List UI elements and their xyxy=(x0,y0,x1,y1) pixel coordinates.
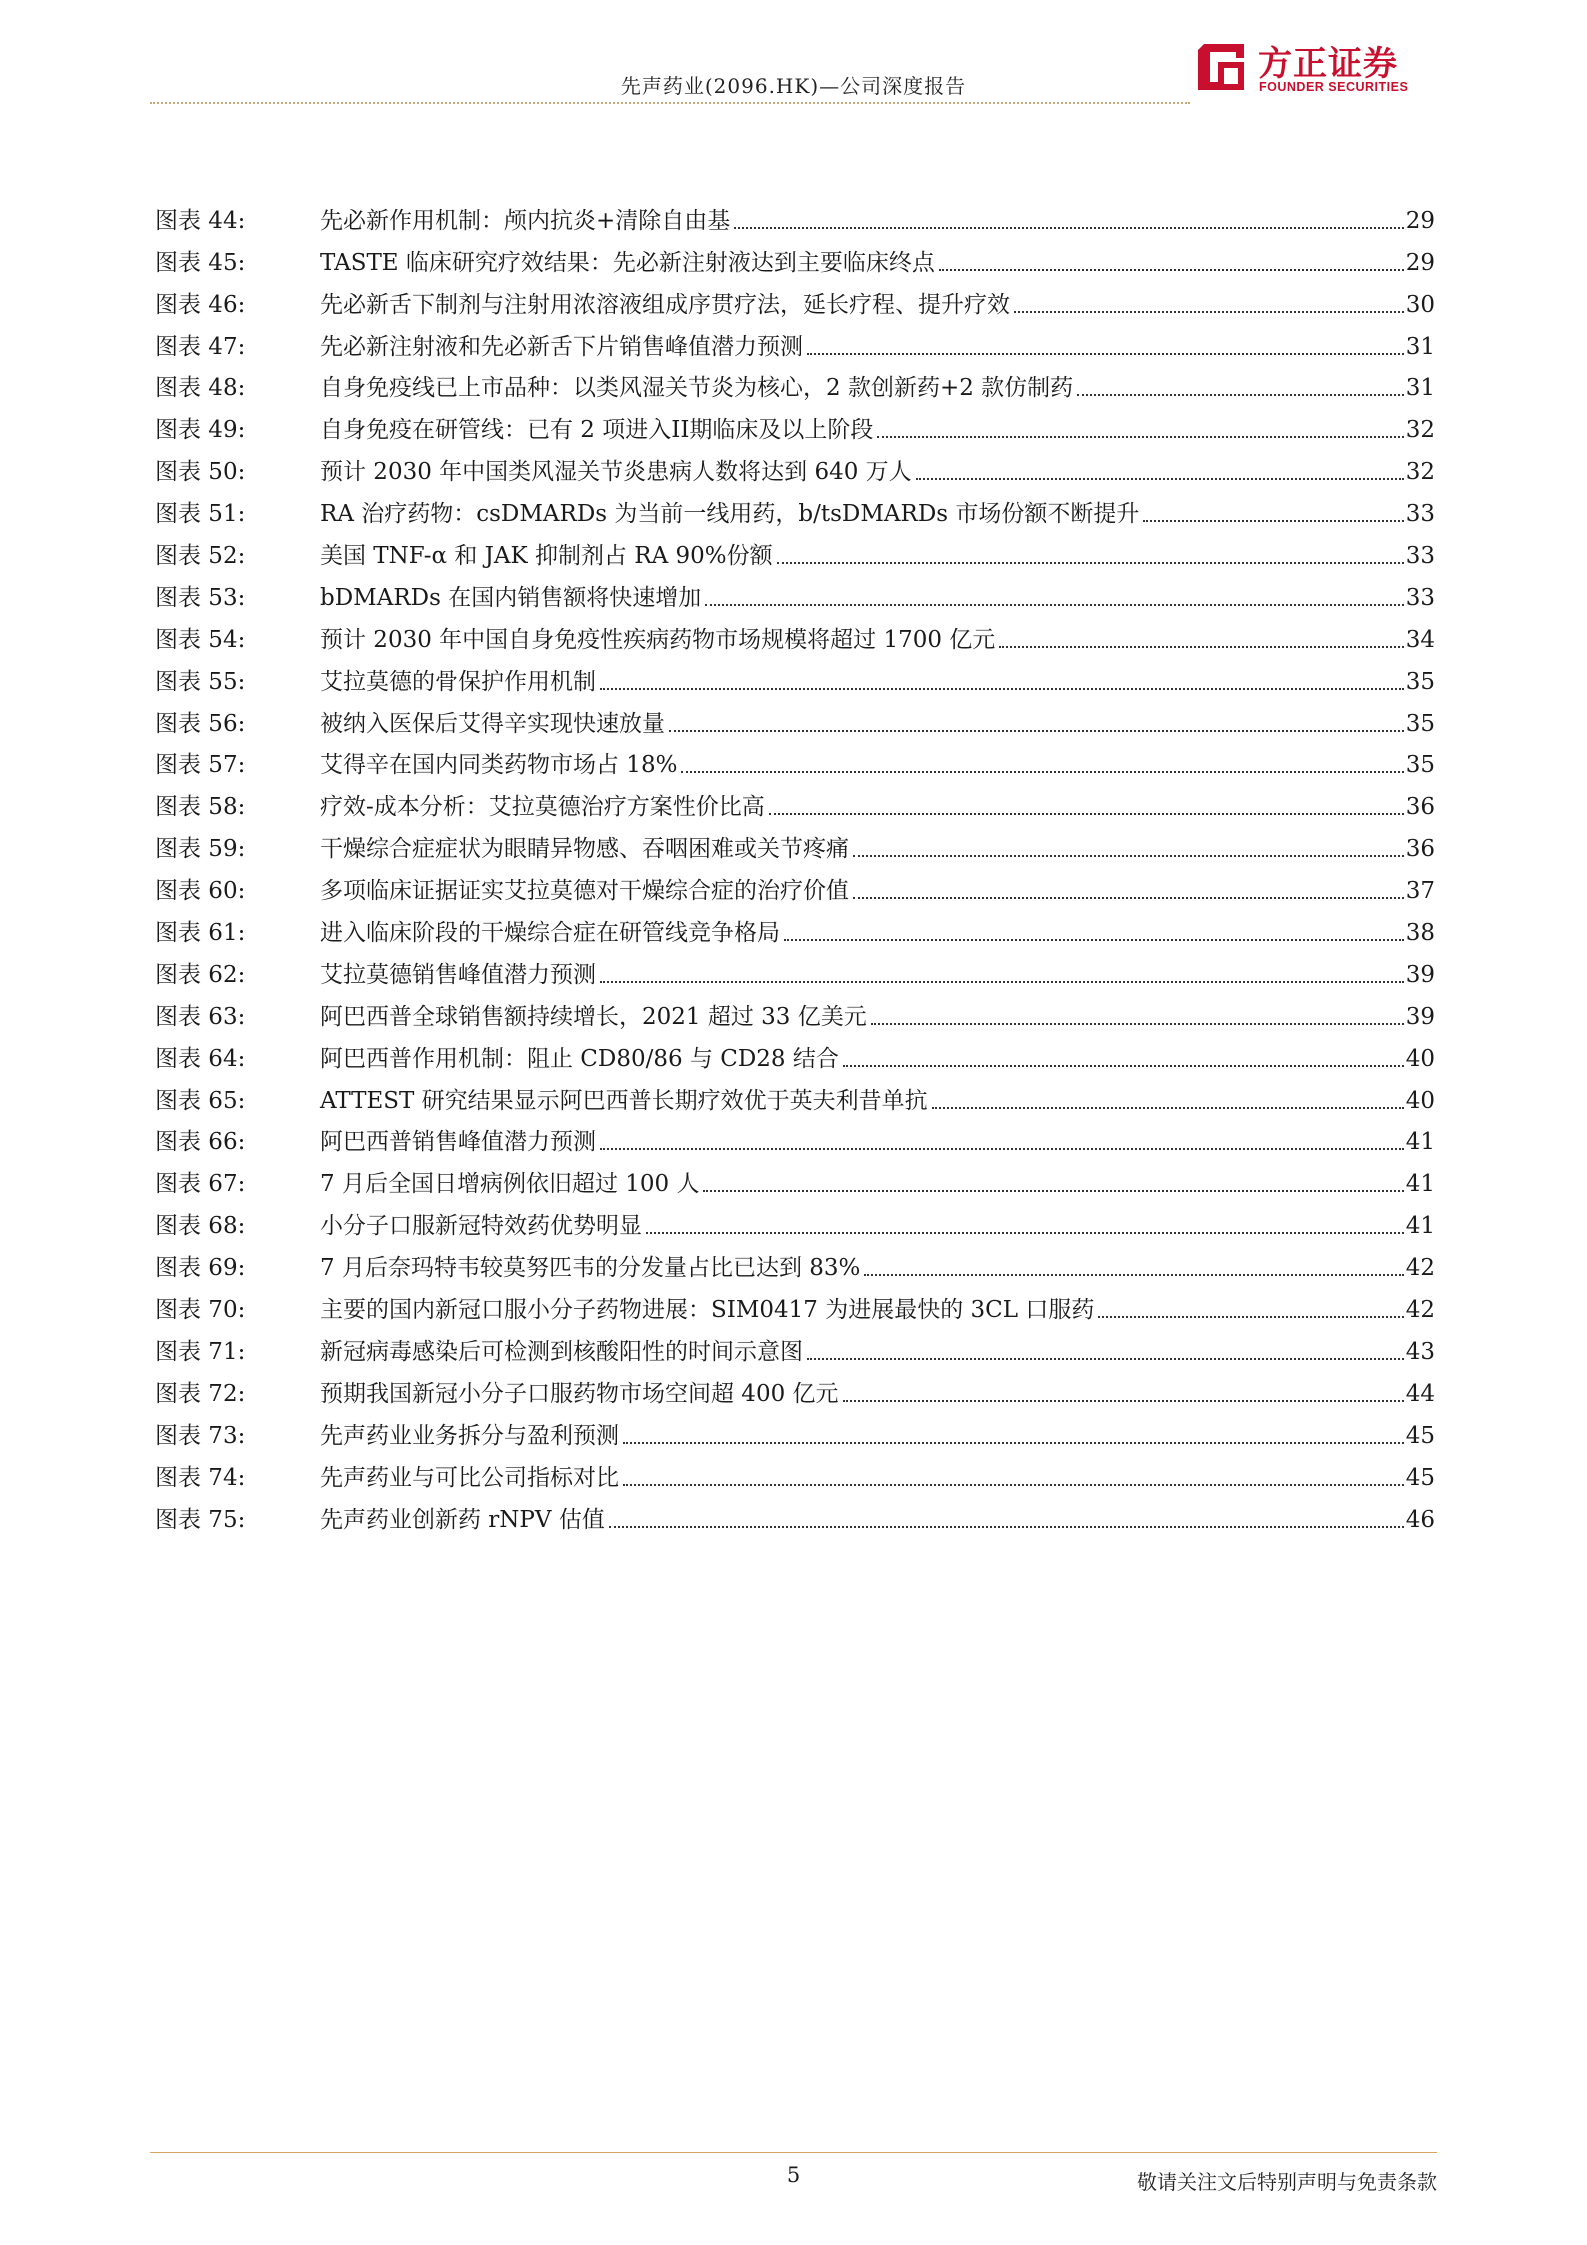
toc-dot-leader xyxy=(853,897,1404,899)
toc-entry-title: 先声药业业务拆分与盈利预测 xyxy=(320,1422,619,1449)
toc-entry-page: 35 xyxy=(1405,752,1435,779)
toc-entry-page: 40 xyxy=(1405,1045,1435,1072)
toc-entry-title: RA 治疗药物：csDMARDs 为当前一线用药，b/tsDMARDs 市场份额不断提升 xyxy=(320,501,1140,528)
toc-entry-page: 34 xyxy=(1405,626,1435,653)
toc-entry-title: 先必新舌下制剂与注射用浓溶液组成序贯疗法，延长疗程、提升疗效 xyxy=(320,291,1010,318)
page-number: 5 xyxy=(786,2163,801,2187)
toc-entry-page: 39 xyxy=(1405,961,1435,988)
toc-entry[interactable] xyxy=(155,486,1435,528)
toc-entry-page: 32 xyxy=(1405,459,1435,486)
toc-entry-title: TASTE 临床研究疗效结果：先必新注射液达到主要临床终点 xyxy=(320,249,935,276)
toc-dot-leader xyxy=(681,771,1403,773)
toc-entry-title: 先声药业创新药 rNPV 估值 xyxy=(320,1506,605,1533)
toc-dot-leader xyxy=(807,1358,1404,1360)
toc-entry[interactable] xyxy=(155,1450,1435,1492)
toc-entry[interactable] xyxy=(155,1031,1435,1073)
toc-entry-label: 图表 62: xyxy=(155,961,246,988)
toc-entry[interactable] xyxy=(155,235,1435,277)
toc-entry-title: 艾拉莫德销售峰值潜力预测 xyxy=(320,961,596,988)
toc-entry-page: 44 xyxy=(1405,1380,1435,1407)
toc-dot-leader xyxy=(1098,1316,1403,1318)
toc-entry-label: 图表 49: xyxy=(155,417,246,444)
toc-entry[interactable] xyxy=(155,696,1435,738)
toc-entry-page: 41 xyxy=(1405,1213,1435,1240)
toc-dot-leader xyxy=(871,1023,1404,1025)
toc-dot-leader xyxy=(669,730,1404,732)
toc-entry-label: 图表 74: xyxy=(155,1464,246,1491)
toc-entry-page: 30 xyxy=(1405,291,1435,318)
toc-entry-label: 图表 47: xyxy=(155,333,246,360)
toc-entry-title: 自身免疫在研管线：已有 2 项进入II期临床及以上阶段 xyxy=(320,417,874,444)
toc-entry-page: 29 xyxy=(1405,249,1435,276)
toc-entry[interactable] xyxy=(155,1366,1435,1408)
toc-entry-label: 图表 56: xyxy=(155,710,246,737)
toc-dot-leader xyxy=(807,353,1404,355)
toc-entry-page: 41 xyxy=(1405,1171,1435,1198)
toc-dot-leader xyxy=(916,478,1404,480)
toc-entry[interactable] xyxy=(155,654,1435,696)
toc-entry-label: 图表 44: xyxy=(155,207,246,234)
toc-dot-leader xyxy=(623,1484,1404,1486)
toc-entry[interactable] xyxy=(155,947,1435,989)
toc-entry-page: 40 xyxy=(1405,1087,1435,1114)
toc-dot-leader xyxy=(600,688,1404,690)
toc-entry-title: 新冠病毒感染后可检测到核酸阳性的时间示意图 xyxy=(320,1338,803,1365)
toc-dot-leader xyxy=(932,1107,1404,1109)
toc-entry-label: 图表 59: xyxy=(155,836,246,863)
toc-entry-label: 图表 66: xyxy=(155,1129,246,1156)
toc-entry-page: 38 xyxy=(1405,920,1435,947)
toc-entry-page: 42 xyxy=(1405,1255,1435,1282)
toc-entry-label: 图表 45: xyxy=(155,249,246,276)
company-logo xyxy=(1192,38,1432,98)
toc-dot-leader xyxy=(769,813,1404,815)
toc-entry-page: 45 xyxy=(1405,1464,1435,1491)
toc-entry-page: 36 xyxy=(1405,794,1435,821)
toc-entry-label: 图表 63: xyxy=(155,1003,246,1030)
toc-entry-page: 36 xyxy=(1405,836,1435,863)
toc-dot-leader xyxy=(864,1274,1403,1276)
footer-divider xyxy=(150,2152,1437,2153)
logo-text-cn: 方正证券 xyxy=(1258,44,1398,84)
toc-entry-label: 图表 53: xyxy=(155,584,246,611)
toc-entry[interactable] xyxy=(155,444,1435,486)
toc-entry-title: 小分子口服新冠特效药优势明显 xyxy=(320,1213,642,1240)
toc-dot-leader xyxy=(853,855,1404,857)
toc-entry-page: 33 xyxy=(1405,543,1435,570)
toc-entry[interactable] xyxy=(155,361,1435,403)
toc-entry-title: 阿巴西普全球销售额持续增长，2021 超过 33 亿美元 xyxy=(320,1003,867,1030)
toc-entry[interactable] xyxy=(155,905,1435,947)
toc-entry-label: 图表 68: xyxy=(155,1213,246,1240)
toc-entry-page: 32 xyxy=(1405,417,1435,444)
toc-dot-leader xyxy=(877,436,1403,438)
toc-entry-page: 45 xyxy=(1405,1422,1435,1449)
toc-dot-leader xyxy=(939,269,1404,271)
toc-entry[interactable] xyxy=(155,1492,1435,1534)
toc-entry-title: 疗效-成本分析：艾拉莫德治疗方案性价比高 xyxy=(320,794,765,821)
toc-entry-title: 进入临床阶段的干燥综合症在研管线竞争格局 xyxy=(320,920,780,947)
toc-entry-title: bDMARDs 在国内销售额将快速增加 xyxy=(320,584,702,611)
header-divider xyxy=(150,102,1190,104)
toc-entry-title: 7 月后奈玛特韦较莫努匹韦的分发量占比已达到 83% xyxy=(320,1255,861,1282)
toc-dot-leader xyxy=(623,1442,1404,1444)
toc-entry-label: 图表 57: xyxy=(155,752,246,779)
toc-entry-label: 图表 64: xyxy=(155,1045,246,1072)
toc-dot-leader xyxy=(843,1065,1404,1067)
toc-entry[interactable] xyxy=(155,1408,1435,1450)
toc-entry-page: 39 xyxy=(1405,1003,1435,1030)
toc-dot-leader xyxy=(777,562,1404,564)
logo-text-en: FOUNDER SECURITIES xyxy=(1259,80,1409,94)
toc-entry[interactable] xyxy=(155,738,1435,780)
figure-list xyxy=(155,193,1435,1534)
toc-dot-leader xyxy=(646,1232,1404,1234)
toc-entry-title: 干燥综合症症状为眼睛异物感、吞咽困难或关节疼痛 xyxy=(320,836,849,863)
toc-dot-leader xyxy=(1143,520,1403,522)
toc-entry[interactable] xyxy=(155,989,1435,1031)
toc-entry-title: 7 月后全国日增病例依旧超过 100 人 xyxy=(320,1171,700,1198)
toc-entry[interactable] xyxy=(155,779,1435,821)
toc-dot-leader xyxy=(843,1400,1404,1402)
toc-entry-label: 图表 54: xyxy=(155,626,246,653)
toc-dot-leader xyxy=(1077,394,1404,396)
toc-entry-page: 31 xyxy=(1405,333,1435,360)
toc-entry-title: 阿巴西普销售峰值潜力预测 xyxy=(320,1129,596,1156)
toc-entry[interactable] xyxy=(155,319,1435,361)
toc-entry-page: 35 xyxy=(1405,668,1435,695)
toc-entry[interactable] xyxy=(155,1073,1435,1115)
toc-entry-page: 43 xyxy=(1405,1338,1435,1365)
toc-dot-leader xyxy=(600,981,1404,983)
toc-entry-label: 图表 75: xyxy=(155,1506,246,1533)
toc-dot-leader xyxy=(609,1526,1404,1528)
toc-entry[interactable] xyxy=(155,1282,1435,1324)
toc-entry-page: 46 xyxy=(1405,1506,1435,1533)
disclaimer-text: 敬请关注文后特别声明与免责条款 xyxy=(1137,2170,1437,2194)
toc-entry-title: 先必新作用机制：颅内抗炎+清除自由基 xyxy=(320,207,731,234)
toc-dot-leader xyxy=(703,1190,1403,1192)
toc-entry-label: 图表 52: xyxy=(155,543,246,570)
toc-entry-title: 艾得辛在国内同类药物市场占 18% xyxy=(320,752,678,779)
toc-entry-title: 美国 TNF-α 和 JAK 抑制剂占 RA 90%份额 xyxy=(320,543,773,570)
toc-entry-page: 42 xyxy=(1405,1297,1435,1324)
toc-entry-page: 41 xyxy=(1405,1129,1435,1156)
toc-entry-title: 预计 2030 年中国自身免疫性疾病药物市场规模将超过 1700 亿元 xyxy=(320,626,996,653)
toc-entry[interactable] xyxy=(155,528,1435,570)
toc-entry-page: 37 xyxy=(1405,878,1435,905)
toc-dot-leader xyxy=(734,227,1403,229)
toc-entry-label: 图表 67: xyxy=(155,1171,246,1198)
toc-entry-page: 29 xyxy=(1405,207,1435,234)
toc-entry-title: 自身免疫线已上市品种：以类风湿关节炎为核心，2 款创新药+2 款仿制药 xyxy=(320,375,1074,402)
toc-entry-title: 艾拉莫德的骨保护作用机制 xyxy=(320,668,596,695)
toc-entry-label: 图表 69: xyxy=(155,1255,246,1282)
toc-entry[interactable] xyxy=(155,570,1435,612)
toc-entry-label: 图表 60: xyxy=(155,878,246,905)
toc-dot-leader xyxy=(600,1148,1404,1150)
toc-entry-title: 主要的国内新冠口服小分子药物进展：SIM0417 为进展最快的 3CL 口服药 xyxy=(320,1297,1095,1324)
toc-entry-page: 33 xyxy=(1405,501,1435,528)
toc-entry[interactable] xyxy=(155,1240,1435,1282)
founder-logo-icon xyxy=(1192,38,1250,96)
toc-entry[interactable] xyxy=(155,612,1435,654)
toc-entry-title: 多项临床证据证实艾拉莫德对干燥综合症的治疗价值 xyxy=(320,878,849,905)
toc-entry-label: 图表 70: xyxy=(155,1297,246,1324)
toc-entry-label: 图表 46: xyxy=(155,291,246,318)
toc-entry[interactable] xyxy=(155,1324,1435,1366)
toc-entry-label: 图表 65: xyxy=(155,1087,246,1114)
toc-entry-label: 图表 55: xyxy=(155,668,246,695)
toc-entry-label: 图表 50: xyxy=(155,459,246,486)
toc-entry-page: 31 xyxy=(1405,375,1435,402)
toc-entry-page: 33 xyxy=(1405,584,1435,611)
toc-dot-leader xyxy=(1014,311,1404,313)
toc-entry-label: 图表 73: xyxy=(155,1422,246,1449)
toc-entry-label: 图表 58: xyxy=(155,794,246,821)
toc-entry[interactable] xyxy=(155,193,1435,235)
toc-entry-title: 预期我国新冠小分子口服药物市场空间超 400 亿元 xyxy=(320,1380,839,1407)
toc-entry-title: 阿巴西普作用机制：阻止 CD80/86 与 CD28 结合 xyxy=(320,1045,839,1072)
toc-entry-title: 先必新注射液和先必新舌下片销售峰值潜力预测 xyxy=(320,333,803,360)
toc-entry-page: 35 xyxy=(1405,710,1435,737)
toc-entry-title: 预计 2030 年中国类风湿关节炎患病人数将达到 640 万人 xyxy=(320,459,912,486)
toc-dot-leader xyxy=(999,646,1403,648)
toc-entry[interactable] xyxy=(155,863,1435,905)
page-header-title: 先声药业(2096.HK)—公司深度报告 xyxy=(620,74,967,98)
toc-dot-leader xyxy=(784,939,1404,941)
toc-entry-label: 图表 48: xyxy=(155,375,246,402)
toc-entry[interactable] xyxy=(155,1115,1435,1157)
toc-entry-title: 被纳入医保后艾得辛实现快速放量 xyxy=(320,710,665,737)
toc-entry[interactable] xyxy=(155,821,1435,863)
toc-entry-label: 图表 61: xyxy=(155,920,246,947)
toc-entry-label: 图表 71: xyxy=(155,1338,246,1365)
toc-entry[interactable] xyxy=(155,277,1435,319)
toc-entry-label: 图表 72: xyxy=(155,1380,246,1407)
toc-entry-title: ATTEST 研究结果显示阿巴西普长期疗效优于英夫利昔单抗 xyxy=(320,1087,928,1114)
toc-entry-label: 图表 51: xyxy=(155,501,246,528)
toc-entry[interactable] xyxy=(155,1198,1435,1240)
toc-entry[interactable] xyxy=(155,402,1435,444)
toc-entry-title: 先声药业与可比公司指标对比 xyxy=(320,1464,619,1491)
toc-entry[interactable] xyxy=(155,1156,1435,1198)
toc-dot-leader xyxy=(705,604,1404,606)
